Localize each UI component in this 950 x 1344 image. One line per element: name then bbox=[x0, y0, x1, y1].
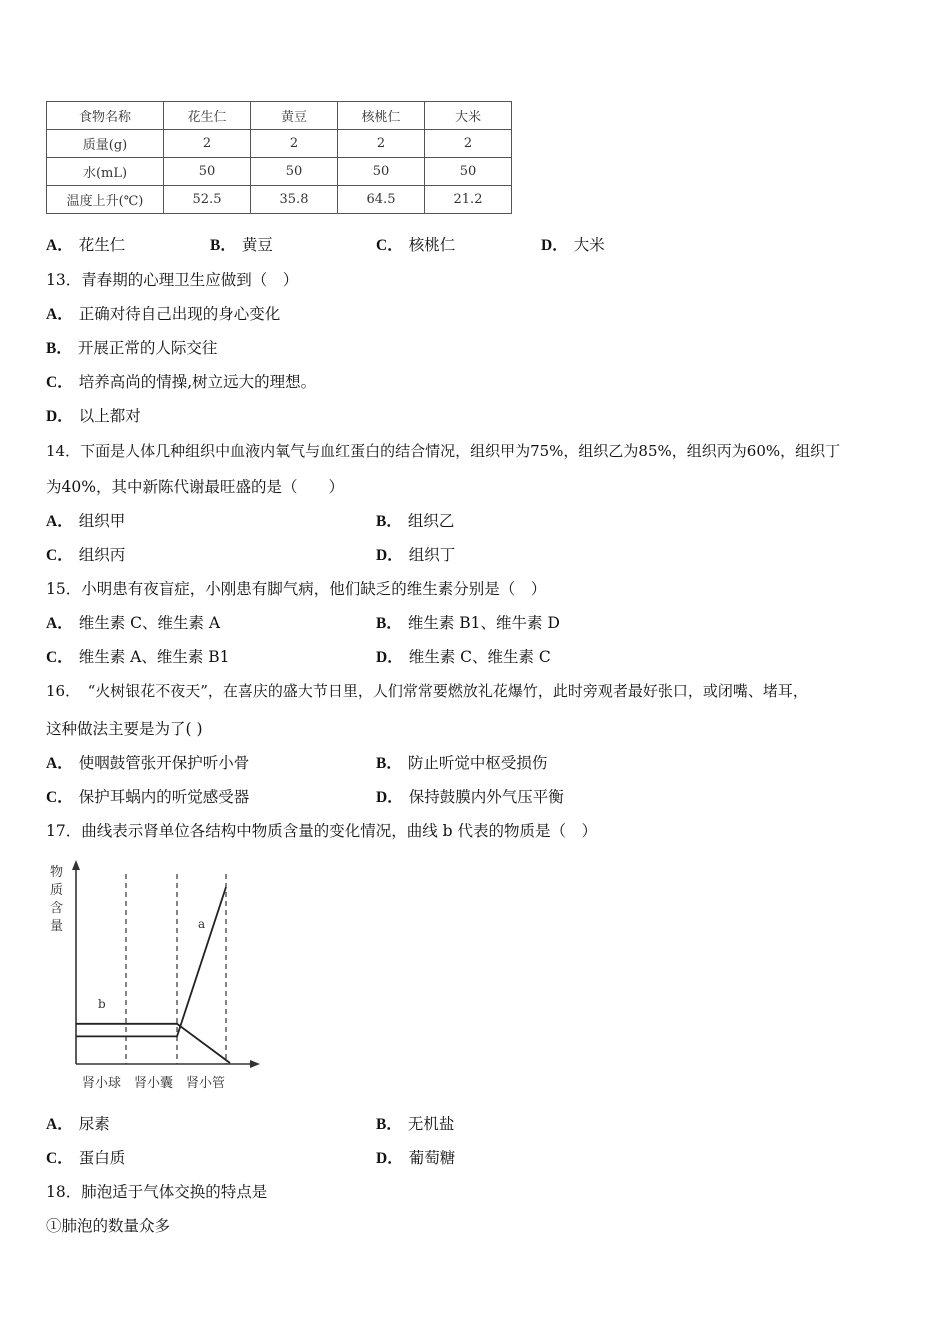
kidney-chart bbox=[40, 858, 280, 1098]
q15-option-d: D． 维生素 C、维生素 C bbox=[376, 648, 551, 666]
food-table bbox=[46, 101, 512, 214]
row-header-cell: 质量(g) bbox=[47, 130, 164, 158]
table-cell: 50 bbox=[164, 158, 251, 186]
table-cell: 核桃仁 bbox=[338, 102, 425, 130]
q17-option-d: D． 葡萄糖 bbox=[376, 1149, 456, 1167]
q15-option-c: C． 维生素 A、维生素 B1 bbox=[46, 648, 230, 666]
row-header-cell: 水(mL) bbox=[47, 158, 164, 186]
x-tick-label: 肾小囊 bbox=[134, 1076, 174, 1091]
q14-option-d: D． 组织丁 bbox=[376, 546, 456, 564]
series-b-line bbox=[76, 1024, 230, 1063]
q12-option-a: A． 花生仁 bbox=[46, 236, 126, 254]
table-row bbox=[47, 186, 512, 214]
table-cell: 花生仁 bbox=[164, 102, 251, 130]
q16-option-b: B． 防止听觉中枢受损伤 bbox=[376, 754, 548, 772]
q14-option-c: C． 组织丙 bbox=[46, 546, 126, 564]
q16-stem-line2: 这种做法主要是为了( ) bbox=[46, 720, 203, 738]
table-row bbox=[47, 130, 512, 158]
x-tick-label: 肾小球 bbox=[82, 1076, 122, 1091]
q13-stem: 13．青春期的心理卫生应做到（ ） bbox=[46, 271, 299, 289]
table-cell: 64.5 bbox=[338, 186, 425, 214]
y-label-char: 质 bbox=[50, 883, 64, 898]
q15-option-a: A． 维生素 C、维生素 A bbox=[46, 614, 221, 632]
table-cell: 大米 bbox=[425, 102, 512, 130]
q14-option-b: B． 组织乙 bbox=[376, 512, 455, 530]
q13-option-a: A． 正确对待自己出现的身心变化 bbox=[46, 305, 281, 323]
q12-option-c: C． 核桃仁 bbox=[376, 236, 456, 254]
series-b-label: b bbox=[98, 997, 106, 1011]
q17-option-a: A． 尿素 bbox=[46, 1115, 110, 1133]
table-cell: 50 bbox=[338, 158, 425, 186]
q17-option-b: B． 无机盐 bbox=[376, 1115, 455, 1133]
x-tick-label: 肾小管 bbox=[186, 1076, 226, 1091]
q14-stem-line1: 14．下面是人体几种组织中血液内氧气与血红蛋白的结合情况，组织甲为75%，组织乙为85%，组织丙为60%，组织丁 bbox=[46, 442, 841, 460]
q13-option-d: D． 以上都对 bbox=[46, 407, 141, 425]
y-label-char: 量 bbox=[50, 919, 64, 934]
table-row bbox=[47, 102, 512, 130]
q15-stem: 15．小明患有夜盲症，小刚患有脚气病，他们缺乏的维生素分别是（ ） bbox=[46, 580, 547, 598]
q13-option-b: B． 开展正常的人际交往 bbox=[46, 339, 218, 357]
series-a-line bbox=[76, 887, 226, 1036]
table-cell: 2 bbox=[425, 130, 512, 158]
q12-option-b: B． 黄豆 bbox=[210, 236, 273, 254]
q15-option-b: B． 维生素 B1、维牛素 D bbox=[376, 614, 560, 632]
q17-option-c: C． 蛋白质 bbox=[46, 1149, 126, 1167]
table-cell: 21.2 bbox=[425, 186, 512, 214]
q16-stem-line1: 16． “火树银花不夜天”，在喜庆的盛大节日里，人们常常要燃放礼花爆竹，此时旁观者最好张口，或闭嘴、堵耳， bbox=[46, 682, 808, 700]
table-cell: 52.5 bbox=[164, 186, 251, 214]
q18-stem: 18．肺泡适于气体交换的特点是 bbox=[46, 1183, 268, 1201]
series-a-label: a bbox=[198, 917, 206, 931]
y-label-char: 物 bbox=[50, 865, 64, 880]
q16-option-c: C． 保护耳蜗内的听觉感受器 bbox=[46, 788, 250, 806]
q16-option-d: D． 保持鼓膜内外气压平衡 bbox=[376, 788, 564, 806]
row-header-cell: 温度上升(℃) bbox=[47, 186, 164, 214]
table-cell: 35.8 bbox=[251, 186, 338, 214]
table-cell: 2 bbox=[338, 130, 425, 158]
q12-option-d: D． 大米 bbox=[541, 236, 605, 254]
q14-option-a: A． 组织甲 bbox=[46, 512, 126, 530]
q13-option-c: C． 培养高尚的情操,树立远大的理想。 bbox=[46, 373, 317, 391]
table-cell: 50 bbox=[251, 158, 338, 186]
table-row bbox=[47, 158, 512, 186]
x-axis-arrow bbox=[250, 1060, 260, 1068]
q17-stem: 17．曲线表示肾单位各结构中物质含量的变化情况，曲线 b 代表的物质是（ ） bbox=[46, 822, 598, 840]
table-cell: 2 bbox=[251, 130, 338, 158]
table-cell: 2 bbox=[164, 130, 251, 158]
q16-option-a: A． 使咽鼓管张开保护听小骨 bbox=[46, 754, 250, 772]
row-header-cell: 食物名称 bbox=[47, 102, 164, 130]
y-axis-arrow bbox=[72, 860, 80, 870]
q14-stem-line2: 为40%，其中新陈代谢最旺盛的是（ ） bbox=[46, 478, 344, 496]
y-label-char: 含 bbox=[50, 901, 64, 916]
table-cell: 黄豆 bbox=[251, 102, 338, 130]
table-cell: 50 bbox=[425, 158, 512, 186]
q18-item-1: ①肺泡的数量众多 bbox=[46, 1217, 171, 1235]
